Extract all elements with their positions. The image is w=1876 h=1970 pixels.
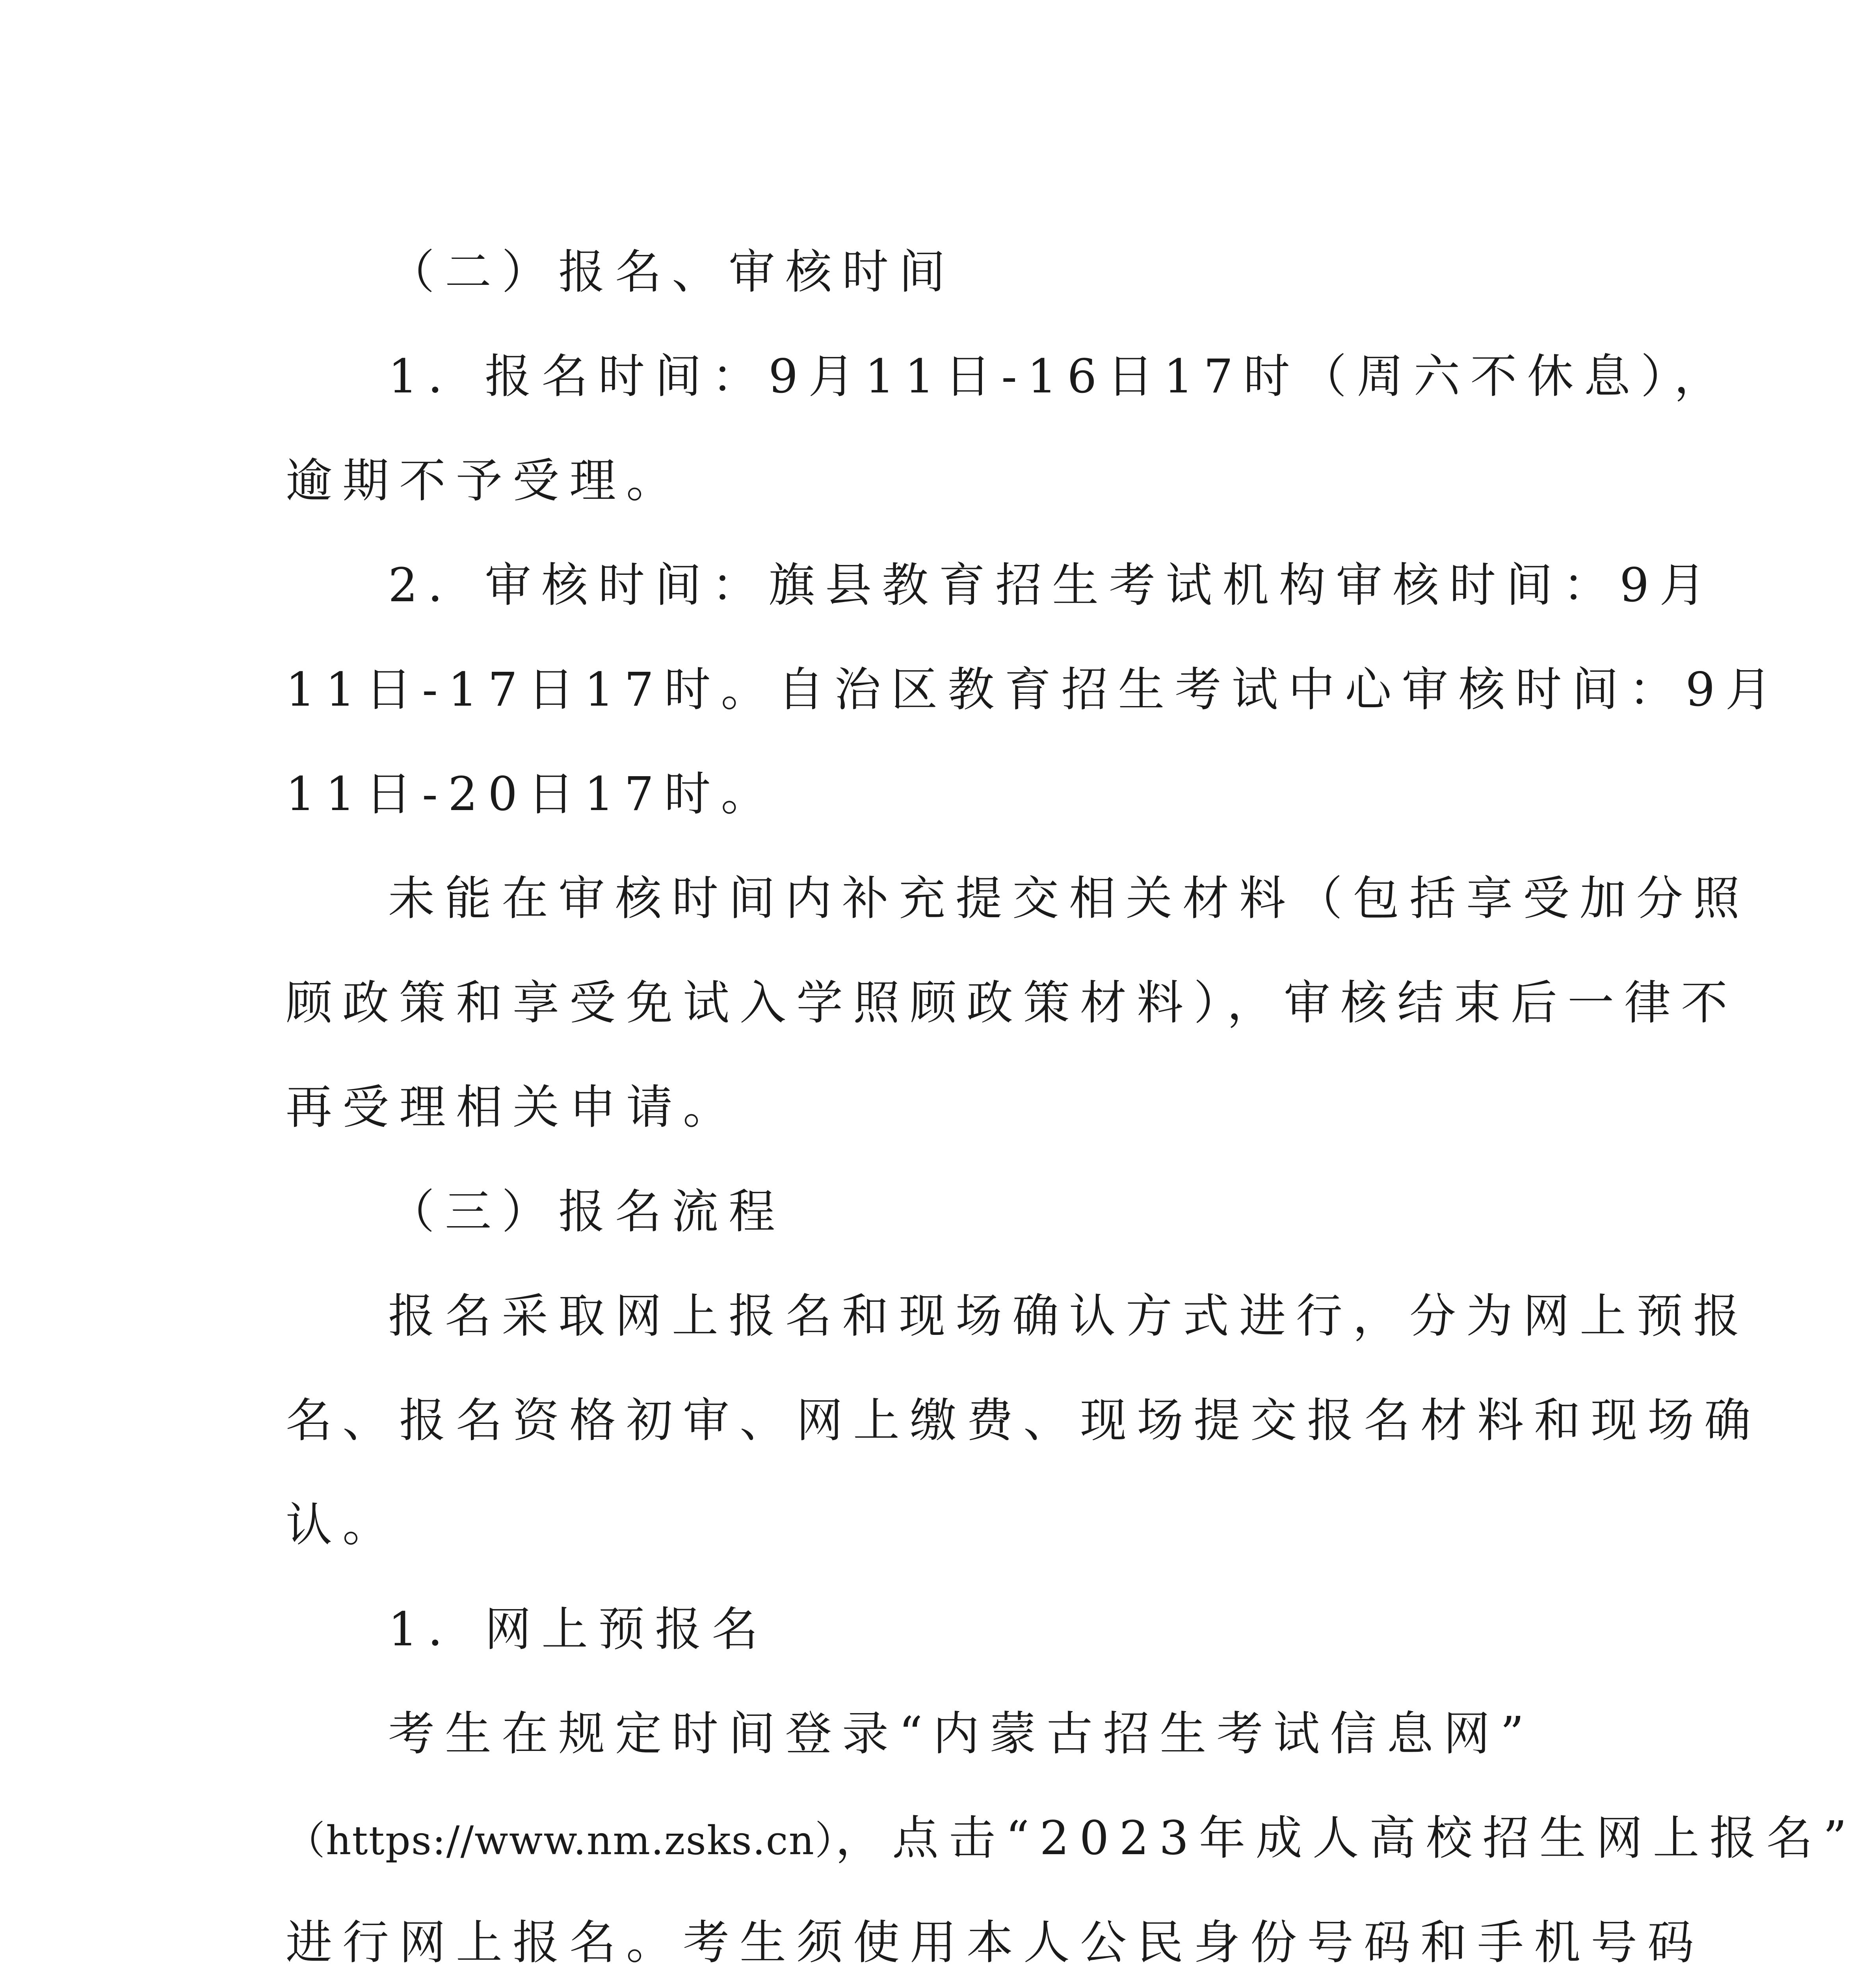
paragraph-line: 进行网上报名。考生须使用本人公民身份号码和手机号码 xyxy=(286,1915,1705,1970)
paragraph-line: 未能在审核时间内补充提交相关材料（包括享受加分照 xyxy=(388,871,1750,926)
paragraph-line: 11日-17日17时。自治区教育招生考试中心审核时间：9月 xyxy=(286,662,1782,717)
section-heading: （二）报名、审核时间 xyxy=(388,245,956,299)
section-heading: （三）报名流程 xyxy=(388,1184,786,1239)
paragraph-line: 11日-20日17时。 xyxy=(286,767,778,821)
subsection-heading: 1．网上预报名 xyxy=(388,1602,769,1656)
paragraph-line: 名、报名资格初审、网上缴费、现场提交报名材料和现场确 xyxy=(286,1393,1761,1448)
paragraph-line: 逾期不予受理。 xyxy=(286,453,683,508)
paragraph-line: 考生在规定时间登录“内蒙古招生考试信息网” xyxy=(388,1706,1534,1761)
paragraph-line: 再受理相关申请。 xyxy=(286,1080,740,1134)
paragraph-line: 报名采取网上报名和现场确认方式进行，分为网上预报 xyxy=(388,1289,1750,1343)
url-line xyxy=(286,1812,1857,1866)
paragraph-line: 1．报名时间：9月11日-16日17时（周六不休息）， xyxy=(388,349,1731,403)
paragraph-line: 顾政策和享受免试入学照顾政策材料），审核结束后一律不 xyxy=(286,976,1738,1030)
url-line-text: ，点击“2023年成人高校招生网上报名” xyxy=(835,1811,1857,1865)
paragraph-line: 认。 xyxy=(286,1498,400,1552)
paragraph-line: 2．审核时间：旗县教育招生考试机构审核时间：9月 xyxy=(388,558,1716,612)
website-url: （https://www.nm.zsks.cn） xyxy=(286,1818,836,1864)
